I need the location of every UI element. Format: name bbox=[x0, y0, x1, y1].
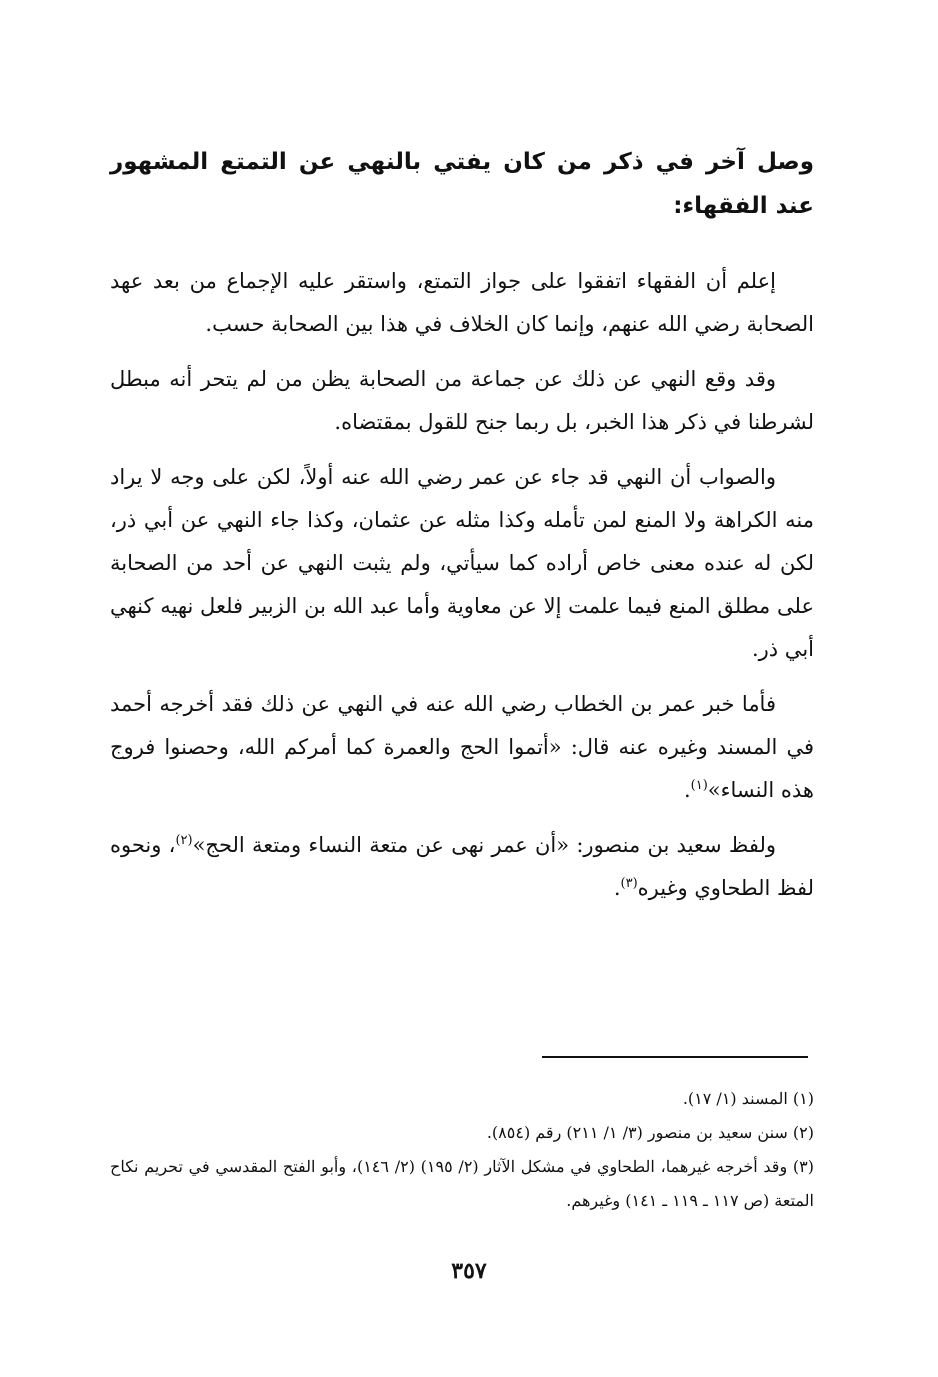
paragraph-tail: . bbox=[613, 876, 621, 900]
footnote-2 bbox=[110, 1116, 814, 1150]
footnote-ref-3[interactable]: (٣) bbox=[620, 876, 638, 891]
footnote-divider bbox=[542, 1056, 808, 1058]
paragraph-3 bbox=[110, 456, 814, 671]
footnotes bbox=[110, 1082, 814, 1218]
paragraph-text: ولفظ سعيد بن منصور: «أن عمر نهى عن متعة النساء ومتعة الحج» bbox=[192, 833, 776, 857]
paragraph-tail: ، ونحوه لفظ الطحاوي وغيره bbox=[110, 833, 814, 900]
footnote-text: وقد أخرجه غيرهما، الطحاوي في مشكل الآثار (٢/ ١٩٥) (٢/ ١٤٦)، وأبو الفتح المقدسي في تحريم نكاح المتعة (ص ١١٧ ـ ١١٩ ـ ١٤١) وغيرهم. bbox=[110, 1157, 814, 1210]
paragraph-text: فأما خبر عمر بن الخطاب رضي الله عنه في النهي عن ذلك فقد أخرجه أحمد في المسند وغيره عنه قال: «أتموا الحج والعمرة كما أمركم الله، وحصنوا فروج هذه النساء» bbox=[110, 692, 814, 802]
paragraph-5 bbox=[110, 824, 814, 910]
footnote-3 bbox=[110, 1150, 814, 1218]
footnote-text: سنن سعيد بن منصور (٣/ ١/ ٢١١) رقم (٨٥٤). bbox=[486, 1123, 788, 1142]
footnote-number: (١) bbox=[792, 1089, 814, 1108]
footnote-ref-1[interactable]: (١) bbox=[690, 778, 708, 793]
paragraph-tail: . bbox=[683, 778, 691, 802]
paragraph-2 bbox=[110, 358, 814, 444]
page-body bbox=[110, 140, 814, 922]
footnote-number: (٢) bbox=[792, 1123, 814, 1142]
footnote-ref-2[interactable]: (٢) bbox=[175, 833, 193, 848]
footnote-number: (٣) bbox=[792, 1157, 815, 1176]
paragraph-text: إعلم أن الفقهاء اتفقوا على جواز التمتع، واستقر عليه الإجماع من بعد عهد الصحابة رضي الله عنهم، وإنما كان الخلاف في هذا بين الصحابة حسب. bbox=[110, 269, 814, 336]
paragraph-text: والصواب أن النهي قد جاء عن عمر رضي الله عنه أولاً، لكن على وجه لا يراد منه الكراهة ولا المنع لمن تأمله وكذا مثله عن عثمان، وكذا جاء النهي عن أبي ذر، لكن له عنده معنى خاص أراده كما سيأتي، ولم يثبت النهي عن أحد من الصحابة على مطلق المنع فيما علمت إلا عن معاوية وأما عبد الله بن الزبير فلعل نهيه كنهي أبي ذر. bbox=[110, 465, 814, 661]
section-heading: وصل آخر في ذكر من كان يفتي بالنهي عن التمتع المشهور عند الفقهاء: bbox=[110, 149, 814, 219]
footnote-1 bbox=[110, 1082, 814, 1116]
page-number: ٣٥٧ bbox=[451, 1258, 487, 1284]
footnote-text: المسند (١/ ١٧). bbox=[682, 1089, 788, 1108]
paragraph-text: وقد وقع النهي عن ذلك عن جماعة من الصحابة يظن من لم يتحر أنه مبطل لشرطنا في ذكر هذا الخبر، بل ربما جنح للقول بمقتضاه. bbox=[110, 367, 814, 434]
paragraph-1 bbox=[110, 260, 814, 346]
paragraph-4 bbox=[110, 683, 814, 812]
